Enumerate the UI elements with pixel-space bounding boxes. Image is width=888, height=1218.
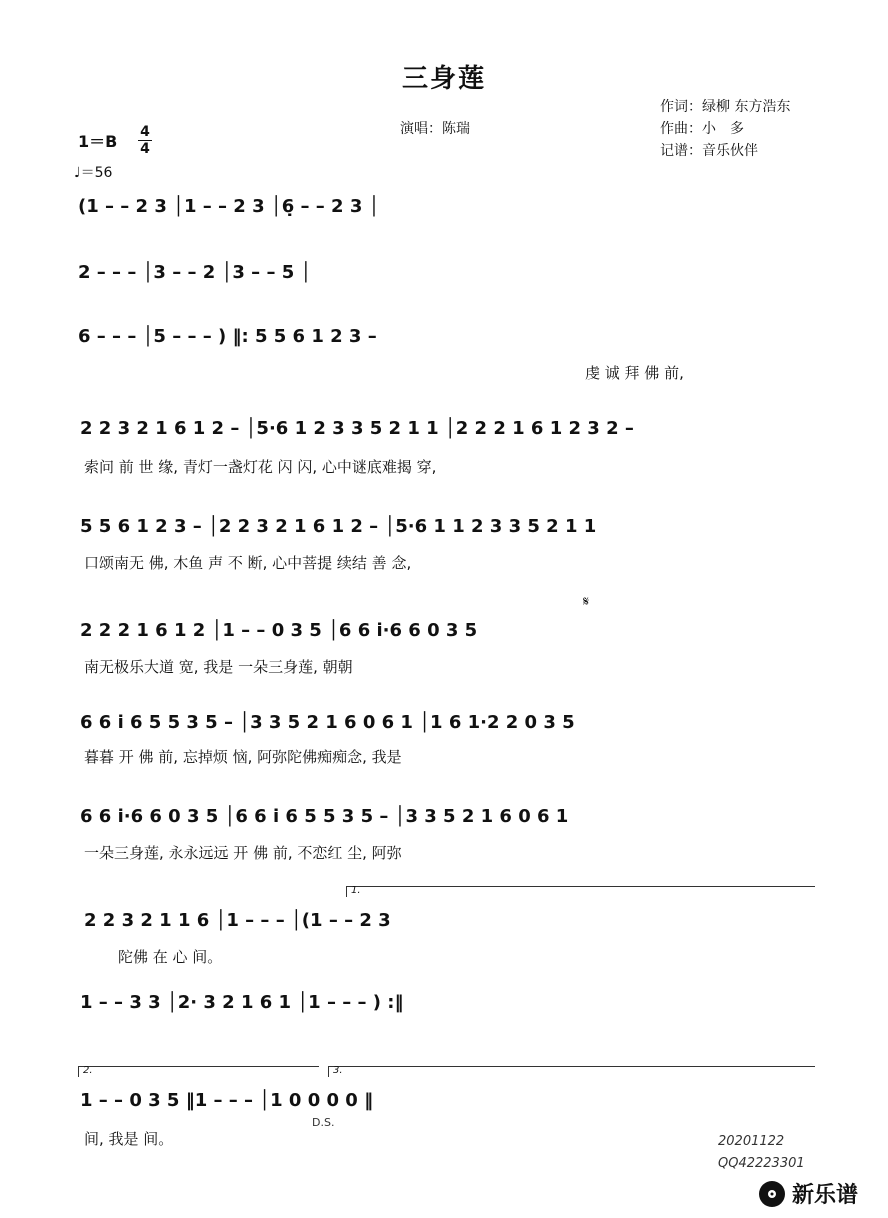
vinyl-record-icon bbox=[758, 1180, 786, 1208]
score-system-5: 5 5 6 1 2 3 – │2 2 3 2 1 6 1 2 – │5·6 1 1 2 3 3 5 2 1 1 bbox=[80, 516, 597, 537]
score-system-1: (1 – – 2 3 │1 – – 2 3 │6̣ – – 2 3 │ bbox=[78, 196, 380, 217]
qq-stamp: QQ42223301 bbox=[718, 1156, 805, 1171]
lyrics-line-5: 口颂南无 佛, 木鱼 声 不 断, 心中菩提 续结 善 念, bbox=[84, 554, 412, 572]
composer-credit: 作曲：小 多 bbox=[660, 121, 744, 137]
score-system-3: 6 – – – │5 – – – ) ‖: 5 5 6 1 2 3 – bbox=[78, 326, 377, 347]
score-system-10: 1 – – 3 3 │2· 3 2 1 6 1 │1 – – – ) :‖ bbox=[80, 992, 404, 1013]
score-system-11: 1 – – 0 3 5 ‖1 – – – │1 0 0 0 0 ‖ bbox=[80, 1090, 374, 1111]
lyrics-line-11: 间, 我是 间。 bbox=[84, 1130, 174, 1148]
site-logo bbox=[758, 1178, 858, 1209]
key-signature: 1＝B bbox=[78, 132, 118, 151]
lyrics-line-7: 暮暮 开 佛 前, 忘掉烦 恼, 阿弥陀佛痴痴念, 我是 bbox=[84, 748, 402, 766]
score-system-8: 6 6 i·6 6 0 3 5 │6 6 i 6 5 5 3 5 – │3 3 5 2 1 6 0 6 1 bbox=[80, 806, 569, 827]
lyrics-line-6: 南无极乐大道 宽, 我是 一朵三身莲, 朝朝 bbox=[84, 658, 353, 676]
page-title: 三身莲 bbox=[401, 64, 486, 94]
tempo-marking: ♩＝56 bbox=[74, 165, 113, 181]
quarter-note-icon: ♩ bbox=[74, 165, 81, 181]
lyricist-credit: 作词：绿柳 东方浩东 bbox=[660, 99, 791, 115]
dal-segno-mark: D.S. bbox=[312, 1116, 335, 1129]
date-stamp: 20201122 bbox=[718, 1134, 785, 1149]
score-system-2: 2 – – – │3 – – 2 │3 – – 5 │ bbox=[78, 262, 312, 283]
segno-icon: 𝄋 bbox=[583, 594, 590, 610]
score-system-9: 2 2 3 2 1 1 6 │1 – – – │(1 – – 2 3 bbox=[84, 910, 391, 931]
time-signature: $\frac{4}{4}$ bbox=[138, 124, 152, 157]
volta-bracket-1: 1. bbox=[346, 886, 815, 897]
score-system-7: 6 6 i 6 5 5 3 5 – │3 3 5 2 1 6 0 6 1 │1 6 1·2 2 0 3 5 bbox=[80, 712, 575, 733]
lyrics-line-4: 索问 前 世 缘, 青灯一盏灯花 闪 闪, 心中谜底难揭 穿, bbox=[84, 458, 437, 476]
logo-text: 新乐谱 bbox=[792, 1183, 859, 1208]
lyrics-line-3: 虔 诚 拜 佛 前, bbox=[585, 364, 684, 382]
lyrics-line-9: 陀佛 在 心 间。 bbox=[118, 948, 223, 966]
score-system-6: 2 2 2 1 6 1 2 │1 – – 0 3 5 │6 6 i·6 6 0 3 5 bbox=[80, 620, 478, 641]
lyrics-line-8: 一朵三身莲, 永永远远 开 佛 前, 不恋红 尘, 阿弥 bbox=[84, 844, 402, 862]
volta-bracket-2: 2. bbox=[78, 1066, 319, 1077]
singer-credit: 演唱：陈瑞 bbox=[400, 121, 470, 137]
score-system-4: 2 2 3 2 1 6 1 2 – │5·6 1 2 3 3 5 2 1 1 │2 2 2 1 6 1 2 3 2 – bbox=[80, 418, 634, 439]
volta-bracket-3: 3. bbox=[328, 1066, 815, 1077]
transcriber-credit: 记谱：音乐伙伴 bbox=[660, 143, 758, 159]
